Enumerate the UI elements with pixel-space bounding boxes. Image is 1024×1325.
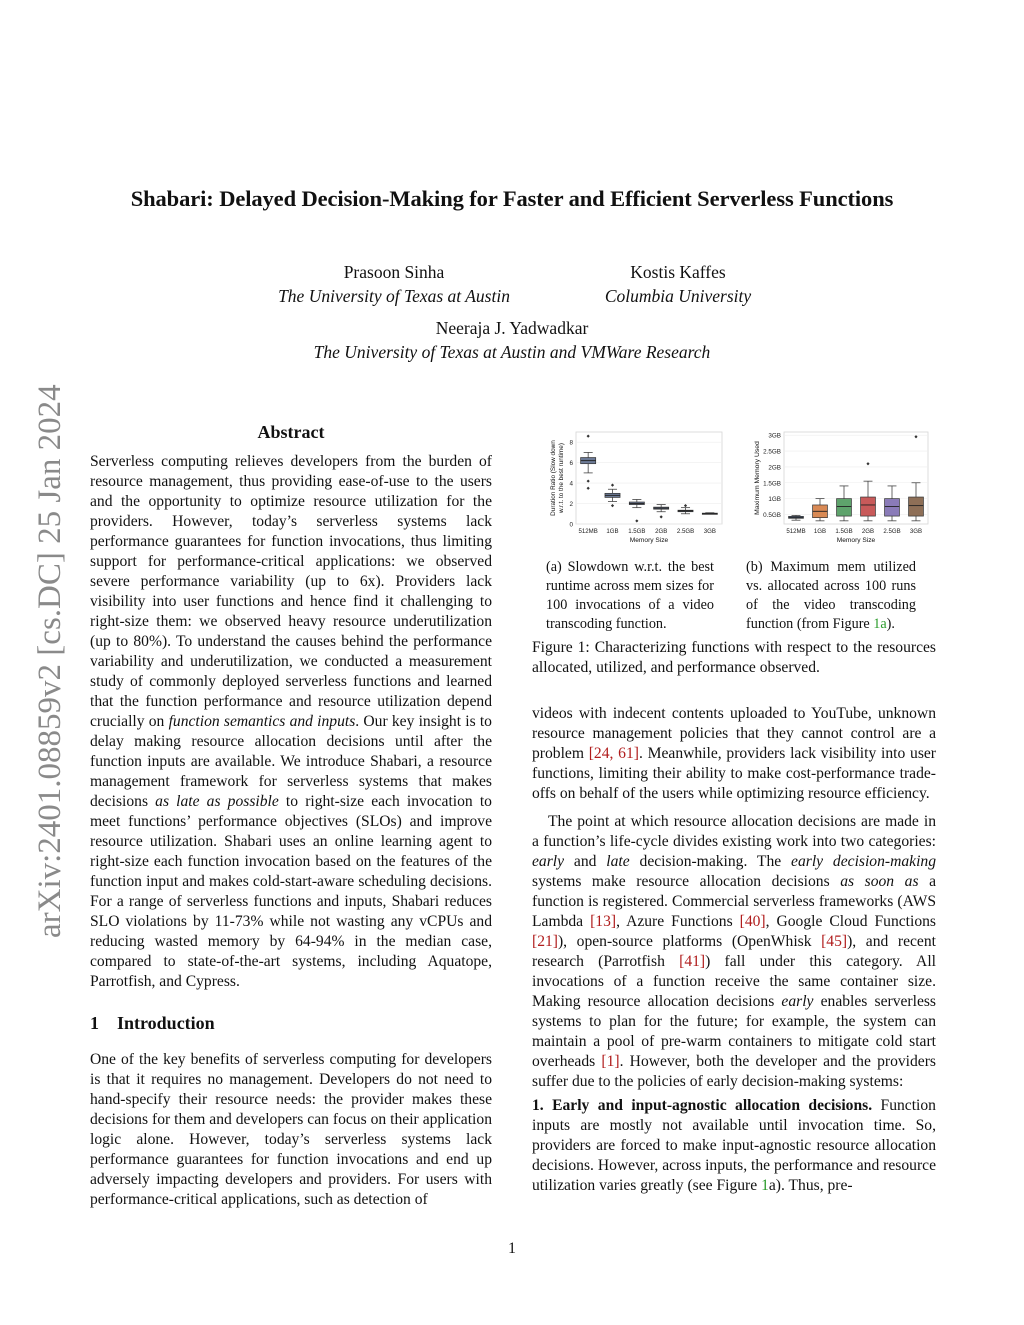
y-tick-label: 2 (569, 501, 573, 509)
x-tick-label: 2.5GB (676, 528, 695, 535)
box (837, 499, 852, 516)
x-tick-label: 2.5GB (883, 528, 901, 535)
author-block-2 (560, 260, 796, 308)
y-tick-label: 1.5GB (763, 480, 781, 488)
figure-1a-boxplot (546, 426, 726, 550)
subcaption-b: (b) Maximum mem utilized vs. allocated across 100 runs of the video transcoding function (from Figure 1a). (746, 559, 916, 632)
x-tick-label: 3GB (703, 528, 716, 535)
plot-area (576, 432, 722, 524)
x-tick-label: 1GB (813, 528, 827, 535)
y-tick-label: 1GB (768, 496, 781, 504)
y-tick-label: 3GB (768, 432, 781, 440)
figure-ref-link[interactable]: 1a (873, 616, 887, 632)
box (885, 499, 900, 516)
arxiv-side-stamp (16, 360, 72, 940)
box (909, 497, 924, 516)
x-tick-label: 2GB (655, 528, 668, 535)
citation-link[interactable]: [45] (821, 933, 848, 950)
citation-link[interactable]: [1] (601, 1053, 620, 1070)
body-paragraph: The point at which resource allocation decisions are made in a function’s life-cycle divides existing work into two categories: early and late decision-making. The early decision-making systems make resource allocation decisions as soon as a function is registered. Commercial serverless frameworks (AWS Lambda [13], Azure Functions [40], Google Cloud Functions [21]), open-source platforms (OpenWhisk [45]), and recent research (Parrotfish [41]) fall under this category. All invocations of a function receive the same container size. Making resource allocation decisions early enables serverless systems to plan for the future; for example, the system can maintain a pool of pre-warm containers to mitigate cold start overheads [1]. However, both the developer and the providers suffer due to the policies of early decision-making systems: (532, 813, 936, 1090)
x-tick-label: 3GB (909, 528, 923, 535)
x-tick-label: 1GB (606, 528, 619, 535)
right-column-body (532, 704, 936, 1196)
y-tick-label: 6 (569, 460, 573, 468)
x-axis-label: Memory Size (836, 537, 876, 544)
author-name: Neeraja J. Yadwadkar (435, 318, 589, 338)
citation-link[interactable]: [13] (590, 913, 617, 930)
figure-1-caption: Figure 1: Characterizing functions with respect to the resources allocated, utilized, and performance observed. (532, 639, 936, 676)
author-block-1 (244, 260, 544, 308)
author-affiliation: Columbia University (604, 286, 752, 306)
y-tick-label: 0.5GB (763, 511, 781, 519)
x-tick-label: 512MB (786, 528, 806, 535)
figure-ref-link[interactable]: 1 (761, 1177, 769, 1194)
y-tick-label: 0 (569, 521, 573, 529)
x-tick-label: 1.5GB (835, 528, 853, 535)
author-name: Prasoon Sinha (343, 262, 445, 282)
citation-link[interactable]: [24, 61] (588, 745, 639, 762)
citation-link[interactable]: [40] (739, 913, 766, 930)
plot-area (784, 432, 928, 524)
author-affiliation: The University of Texas at Austin (278, 286, 510, 306)
y-axis-label: Maximum Memory Used (754, 441, 761, 515)
y-tick-label: 8 (569, 439, 573, 447)
figure-1b-boxplot (748, 426, 932, 550)
author-name: Kostis Kaffes (630, 262, 726, 282)
x-tick-label: 2GB (861, 528, 875, 535)
body-paragraph: 1. Early and input-agnostic allocation decisions. Function inputs are mostly not available until invocation time. So, providers are forced to make input-agnostic resource allocation decisions. However, across inputs, the performance and resource utilization varies greatly (see Figure 1a). Thus, pre- (532, 1097, 936, 1194)
abstract-body (90, 452, 492, 992)
abstract-heading: Abstract (257, 422, 325, 442)
y-tick-label: 4 (569, 480, 573, 488)
intro-paragraph: One of the key benefits of serverless computing for developers is that it requires no management. Developers do not need to hand-specify their resource needs: the provider makes these decisions for them and developers can focus on their application logic alone. However, today’s serverless systems lack performance guarantees for function invocations and end up adversely impacting developers and providers. For users with performance-critical applications, such as detection of (90, 1051, 492, 1208)
page-number: 1 (508, 1240, 516, 1257)
body-paragraph: videos with indecent contents uploaded to YouTube, unknown resource management policies that they cannot control are a problem [24, 61]. Meanwhile, providers lack visibility into user functions, limiting their ability to make cost-performance trade-offs on behalf of the users while optimizing resource efficiency. (532, 705, 936, 802)
y-tick-label: 2.5GB (763, 448, 781, 456)
y-tick-label: 2GB (768, 464, 781, 472)
intro-body (90, 1050, 492, 1210)
y-axis-label: w.r.t. to the best runtime) (558, 443, 565, 513)
author-affiliation: The University of Texas at Austin and VMWare Research (313, 342, 711, 362)
x-axis-label: Memory Size (629, 537, 669, 544)
box (861, 497, 876, 516)
subcaption-a: (a) Slowdown w.r.t. the best runtime across mem sizes for 100 invocations of a video transcoding function. (546, 559, 714, 632)
citation-link[interactable]: [41] (679, 953, 706, 970)
paper-title: Shabari: Delayed Decision-Making for Faster and Efficient Serverless Functions (130, 186, 894, 211)
citation-link[interactable]: [21] (532, 933, 558, 950)
y-axis-label: Duration Ratio (Slow down (550, 440, 557, 516)
arxiv-stamp-text: arXiv:2401.08859v2 [cs.DC] 25 Jan 2024 (32, 384, 68, 938)
author-block-3 (212, 316, 812, 364)
section-heading-introduction: 1 Introduction (90, 1013, 215, 1033)
abstract-paragraph: Serverless computing relieves developers from the burden of resource management, thus providing ease-of-use to the users and the opportunity to optimize resource utilization for the providers. However, today’s serverless systems lack performance guarantees for function invocations, thus limiting support for performance-critical applications: we observed severe performance variability (up to 6x). Providers lack visibility into user functions and hence find it challenging to right-size them: we observed heavy resource underutilization (up to 80%). To understand the causes behind the performance variability and underutilization, we conducted a measurement study of commonly deployed serverless functions and learned that the function performance and resource utilization depend crucially on function semantics and inputs. Our key insight is to delay making resource allocation decisions until after the function inputs are available. We introduce Shabari, a resource management framework for serverless systems that makes decisions as late as possible to right-size each invocation to meet functions’ performance objectives (SLOs) and improve resource utilization. Shabari uses an online learning agent to right-size each function invocation based on the features of the function input and makes cold-start-aware scheduling decisions. For a range of serverless functions and inputs, Shabari reduces SLO violations by 11-73% while not wasting any vCPUs and reducing wasted memory by 64-94% in the median case, compared to state-of-the-art systems, including Aquatope, Parrotfish, and Cypress. (90, 453, 492, 990)
x-tick-label: 512MB (578, 528, 598, 535)
x-tick-label: 1.5GB (628, 528, 646, 535)
